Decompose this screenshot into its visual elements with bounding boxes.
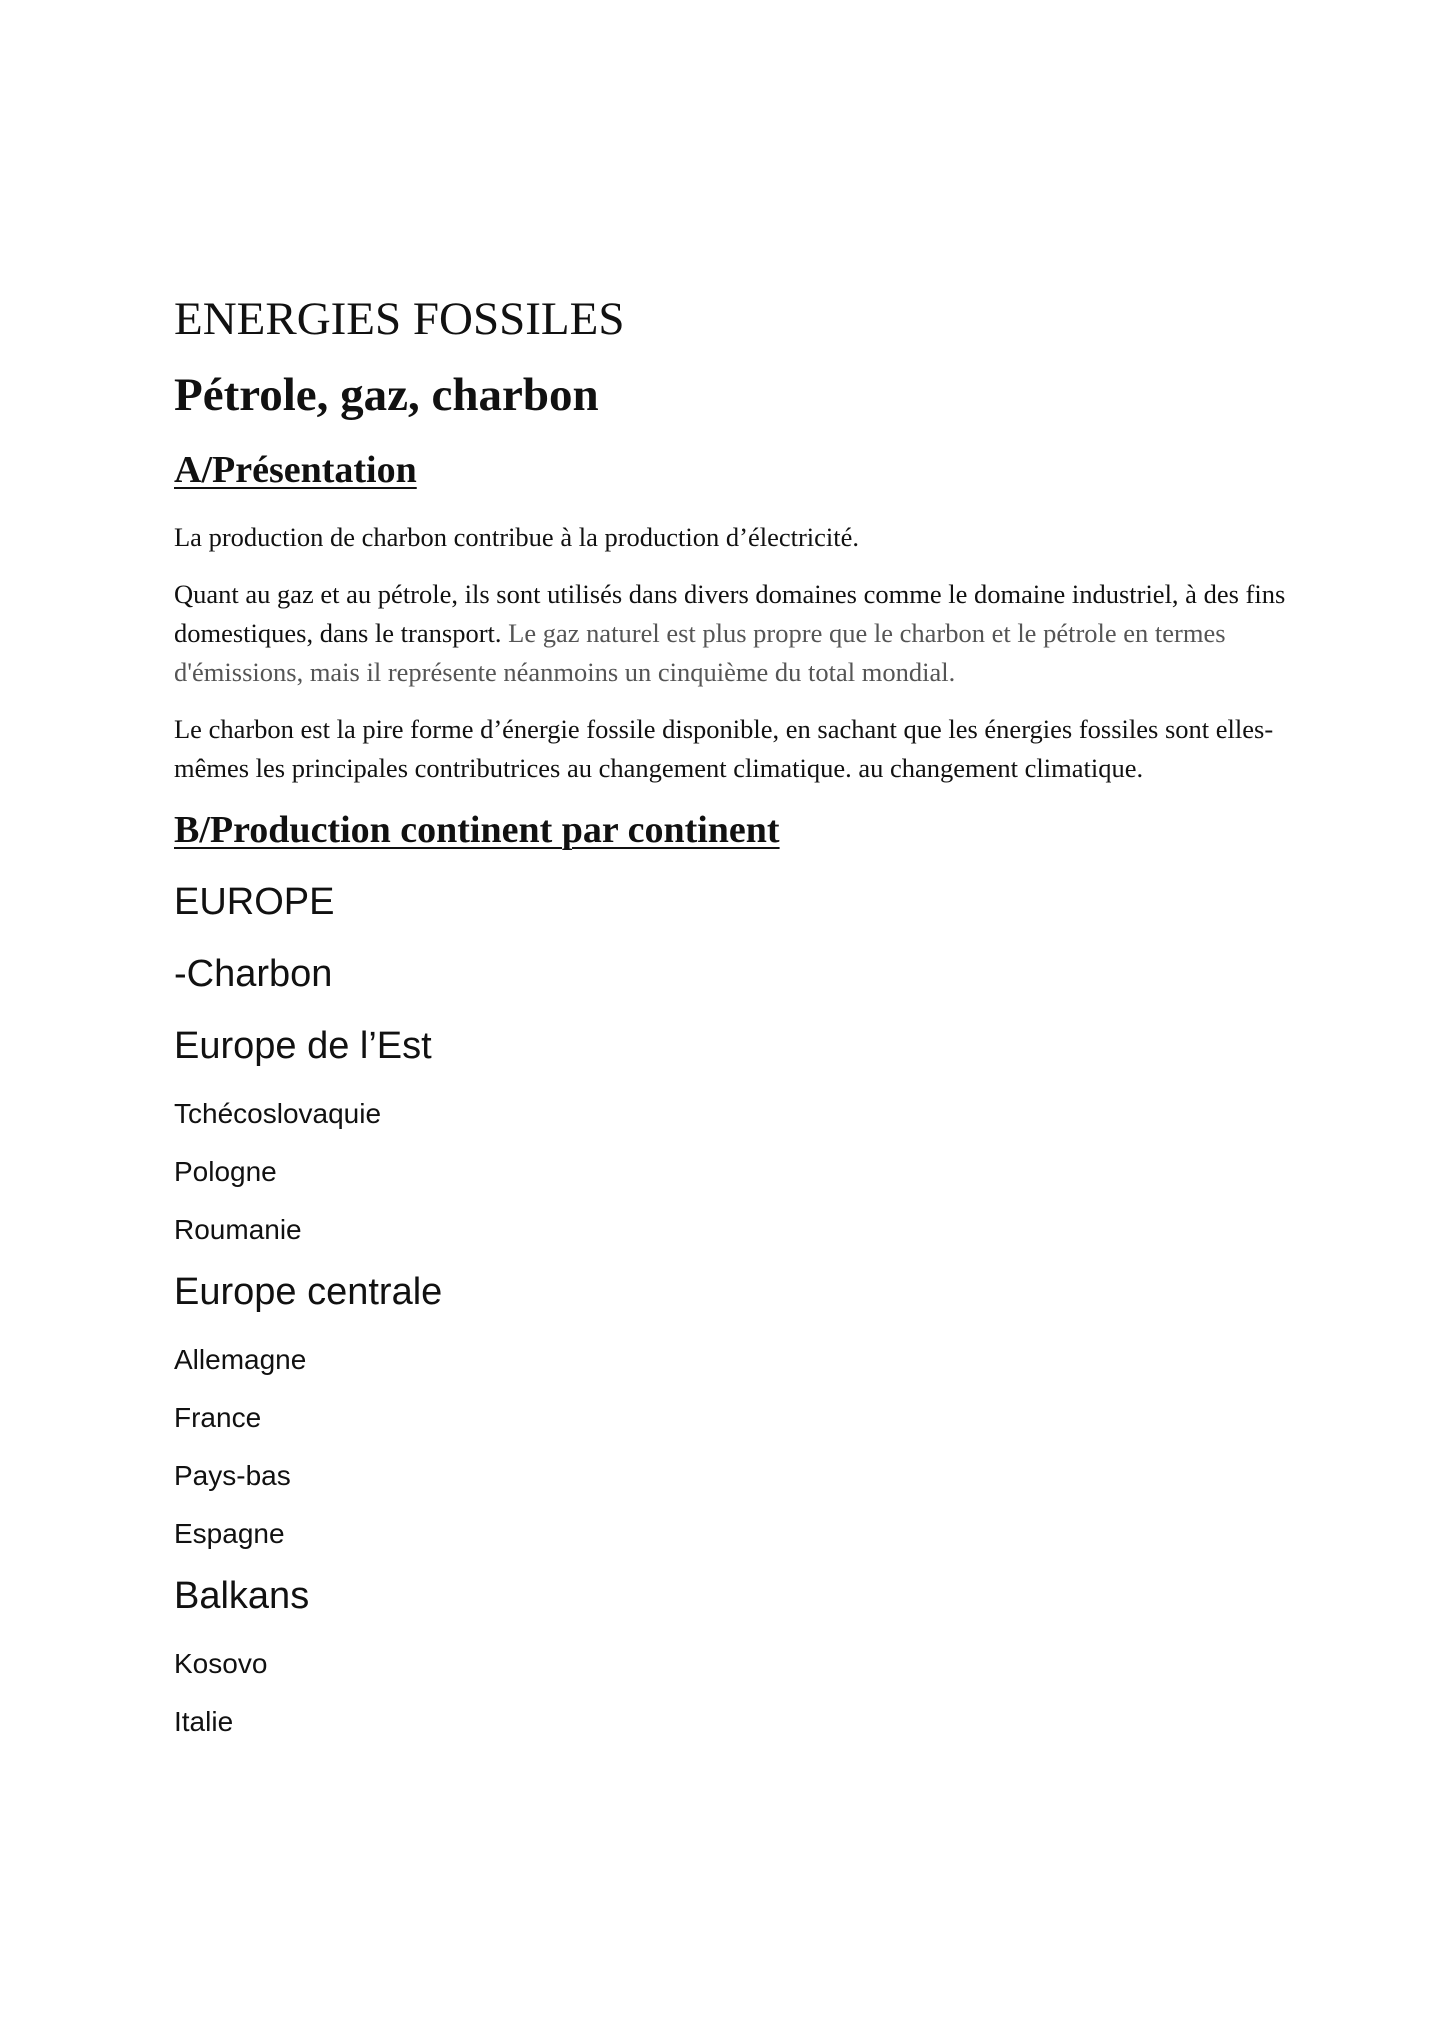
document-page <box>174 290 1294 1760</box>
region-heading: Europe de l’Est <box>174 1025 432 1067</box>
country-item: Italie <box>174 1706 234 1737</box>
paragraph: La production de charbon contribue à la production d’électricité. <box>174 522 860 552</box>
paragraph: Le charbon est la pire forme d’énergie fossile disponible, en sachant que les énergies fossiles sont elles-mêmes les principales contributrices au changement climatique. au changement climatique. <box>174 714 1274 783</box>
country-item: Pays-bas <box>174 1460 291 1491</box>
document-subtitle: Pétrole, gaz, charbon <box>174 369 599 421</box>
country-item: Tchécoslovaquie <box>174 1098 382 1129</box>
section-heading-production: B/Production continent par continent <box>174 809 780 851</box>
region-heading: Balkans <box>174 1575 310 1617</box>
paragraph-text: Quant au gaz et au pétrole, ils sont utilisés dans divers domaines comme le domaine industriel, à des fins domestiques, dans le transport. <box>174 579 1286 648</box>
country-item: Allemagne <box>174 1344 307 1375</box>
country-item: Espagne <box>174 1518 285 1549</box>
section-heading-presentation: A/Présentation <box>174 449 417 491</box>
country-item: France <box>174 1402 262 1433</box>
country-item: Pologne <box>174 1156 277 1187</box>
region-heading: Europe centrale <box>174 1271 443 1313</box>
continent-heading: EUROPE <box>174 881 335 923</box>
document-title: ENERGIES FOSSILES <box>174 293 625 345</box>
country-item: Kosovo <box>174 1648 268 1679</box>
paragraph <box>174 575 1294 692</box>
resource-heading: -Charbon <box>174 953 333 995</box>
country-item: Roumanie <box>174 1214 302 1245</box>
paragraph-quoted-text: Le gaz naturel est plus propre que le charbon et le pétrole en termes d'émissions, mais il représente néanmoins un cinquième du total mondial. <box>174 618 1226 687</box>
